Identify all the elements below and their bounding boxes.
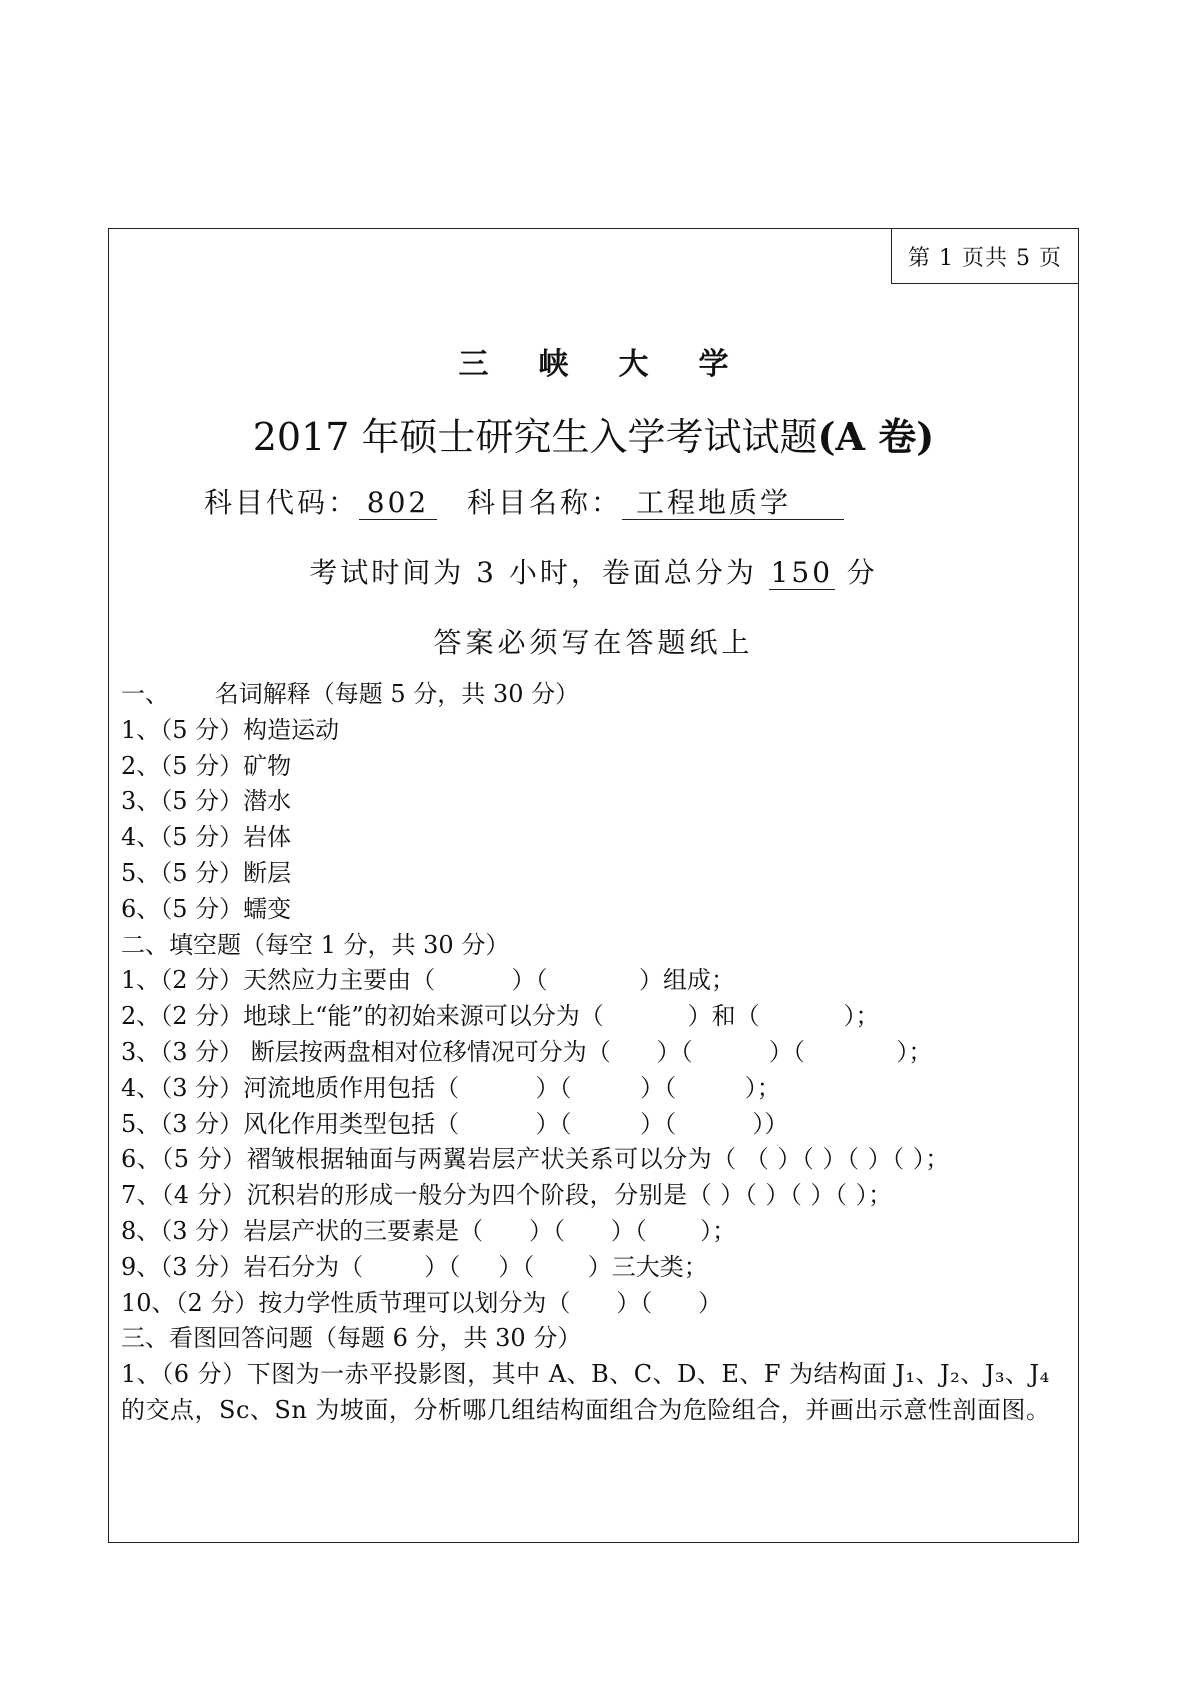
question-item: 4、（3 分）河流地质作用包括（ ）（ ）（ ）； — [121, 1073, 781, 1102]
question-item: 5、（5 分）断层 — [121, 858, 292, 887]
question-item: 3、（5 分）潜水 — [121, 787, 292, 816]
question-item: 1、（5 分）构造运动 — [121, 715, 340, 744]
section-heading: 三、看图回答问题（每题 6 分，共 30 分） — [121, 1324, 582, 1353]
subject-line — [204, 481, 844, 521]
page-indicator: 第 1 页共 5 页 — [891, 228, 1079, 284]
question-item: 6、（5 分）褶皱根据轴面与两翼岩层产状关系可以分为（ （ ）（ ）（ ）（ ）； — [121, 1145, 950, 1174]
section-heading: 一、 名词解释（每题 5 分，共 30 分） — [121, 680, 580, 708]
exam-time-line — [109, 551, 1078, 591]
score-unit: 分 — [846, 556, 878, 589]
subject-code: 802 — [359, 487, 437, 520]
paper-label: (A 卷) — [817, 414, 935, 459]
question-item: 1、（6 分）下图为一赤平投影图，其中 A、B、C、D、E、F 为结构面 J₁、J₂、J₃、J₄的交点，Sc、Sn 为坡面，分析哪几组结构面组合为危险组合，并画出示意性剖面图。 — [121, 1360, 1051, 1424]
exam-title — [109, 406, 1078, 461]
exam-time-text: 考试时间为 3 小时，卷面总分为 — [309, 556, 757, 589]
question-item: 4、（5 分）岩体 — [121, 823, 292, 852]
subject-code-label: 科目代码： — [204, 486, 360, 519]
exam-frame — [108, 228, 1079, 1543]
question-item: 9、（3 分）岩石分为（ ）（ ）（ ）三大类； — [121, 1252, 708, 1281]
answer-note: 答案必须写在答题纸上 — [433, 626, 754, 659]
question-item: 1、（2 分）天然应力主要由（ ）（ ）组成； — [121, 966, 736, 995]
subject-name-label: 科目名称： — [467, 486, 623, 519]
section-heading: 二、填空题（每空 1 分，共 30 分） — [121, 930, 510, 959]
question-item: 7、（4 分）沉积岩的形成一般分为四个阶段，分别是（ ）（ ）（ ）（ ）； — [121, 1181, 893, 1210]
question-item: 6、（5 分）蠕变 — [121, 894, 292, 923]
question-item: 5、（3 分）风化作用类型包括（ ）（ ）（ ）） — [121, 1109, 789, 1138]
question-item: 2、（5 分）矿物 — [121, 751, 292, 780]
question-item: 8、（3 分）岩层产状的三要素是（ ）（ ）（ ）； — [121, 1216, 737, 1245]
question-item: 2、（2 分）地球上“能”的初始来源可以分为（ ）和（ ）； — [121, 1002, 880, 1031]
exam-title-text: 2017 年硕士研究生入学考试试题 — [252, 415, 818, 459]
university-name: 三峡大学 — [458, 347, 779, 382]
question-item: 10、（2 分）按力学性质节理可以划分为（ ）（ ） — [121, 1288, 722, 1317]
questions-content — [121, 677, 1071, 1429]
question-item: 3、（3 分） 断层按两盘相对位移情况可分为（ ）（ ）（ ）； — [121, 1037, 933, 1066]
subject-name: 工程地质学 — [622, 487, 844, 520]
total-score: 150 — [770, 556, 834, 589]
